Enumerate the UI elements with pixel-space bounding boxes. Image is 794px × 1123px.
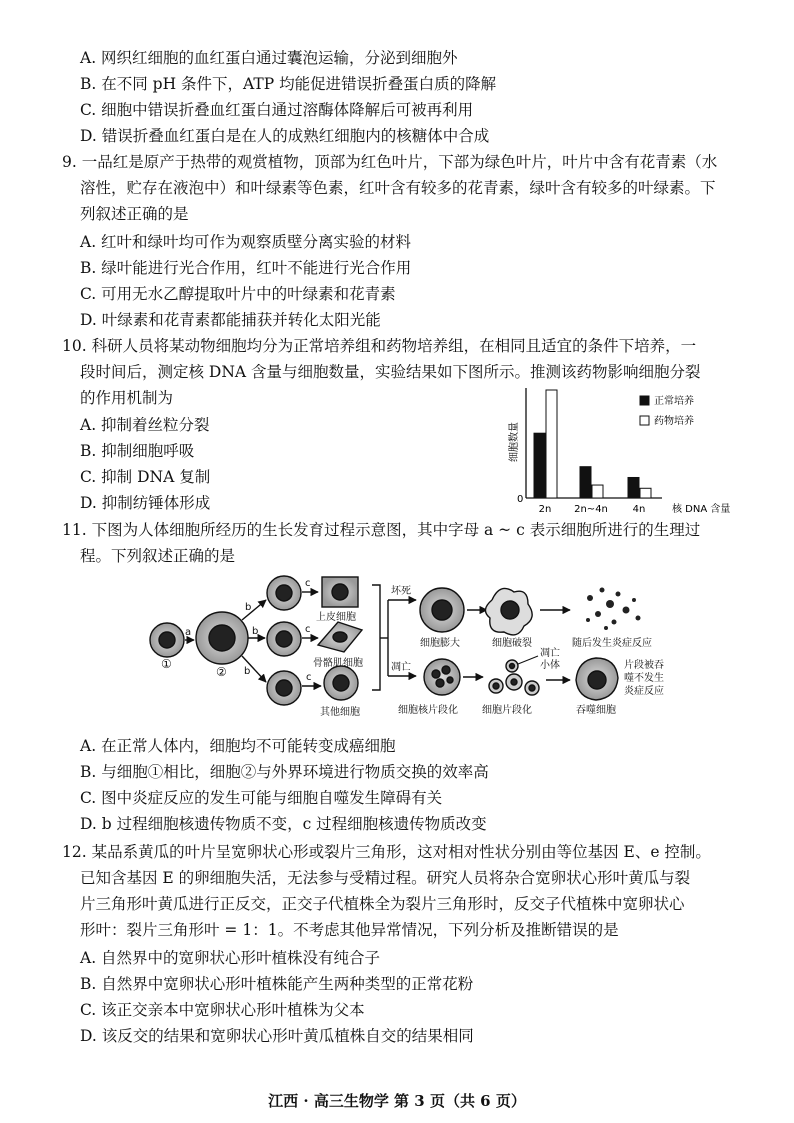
other-cell-label: 其他细胞 [320, 707, 360, 718]
cell-2-label: ② [216, 665, 227, 679]
bar-normal-2 [580, 467, 591, 498]
skeletal-muscle-cell-icon [318, 622, 362, 652]
q12-stem-line1: 12. 某品系黄瓜的叶片呈宽卵状心形或裂片三角形，这对相对性状分别由等位基因 E、e 控制。 [62, 843, 711, 861]
q8-option-b: B. 在不同 pH 条件下，ATP 均能促进错误折叠蛋白质的降解 [80, 75, 497, 93]
small-cell-bottom-icon [267, 671, 301, 705]
phagocyte-icon [576, 658, 618, 700]
q10-option-b: B. 抑制细胞呼吸 [80, 442, 195, 460]
epithelial-cell-label: 上皮细胞 [316, 612, 356, 623]
q10-option-a: A. 抑制着丝粒分裂 [80, 416, 210, 434]
q9-stem-line3: 列叙述正确的是 [80, 205, 189, 223]
x-tick-label-1: 2n [538, 504, 552, 515]
bar-drug-2 [592, 485, 603, 498]
q10-option-c: C. 抑制 DNA 复制 [80, 468, 211, 486]
cell-fragmentation-label: 细胞片段化 [482, 705, 532, 716]
inflammation-label: 随后发生炎症反应 [572, 638, 652, 649]
ruptured-cell-icon [485, 588, 532, 634]
q10-stem-line3: 的作用机制为 [80, 389, 174, 407]
no-inflammation-note-2: 噬不发生 [624, 673, 664, 684]
nuclear-fragmentation-cell-icon [424, 659, 460, 695]
apoptotic-body-label-1: 凋亡 [540, 648, 560, 659]
x-axis-label: 核 DNA 含量 [672, 504, 731, 515]
legend-label-1: 正常培养 [654, 396, 694, 407]
q9-option-d: D. 叶绿素和花青素都能捕获并转化太阳光能 [80, 311, 381, 329]
q9-option-a: A. 红叶和绿叶均可作为观察质壁分离实验的材料 [80, 233, 412, 251]
q12-option-a: A. 自然界中的宽卵状心形叶植株没有纯合子 [80, 949, 381, 967]
q12-stem-line2: 已知含基因 E 的卵细胞失活，无法参与受精过程。研究人员将杂合宽卵状心形叶黄瓜与裂 [80, 869, 691, 887]
debris-icon [586, 588, 641, 631]
apoptotic-body-label-2: 小体 [540, 660, 560, 671]
q12-option-b: B. 自然界中宽卵状心形叶植株能产生两种类型的正常花粉 [80, 975, 474, 993]
arrow-b-label-top: b [245, 602, 252, 613]
q9-option-b: B. 绿叶能进行光合作用，红叶不能进行光合作用 [80, 259, 412, 277]
no-inflammation-note-1: 片段被吞 [624, 660, 664, 671]
cell-development-diagram [140, 570, 740, 730]
cell-1-icon [150, 623, 184, 657]
swollen-cell-icon [420, 588, 464, 632]
apoptosis-label: 凋亡 [391, 662, 411, 673]
q11-stem-line2: 程。下列叙述正确的是 [80, 547, 236, 565]
no-inflammation-note-3: 炎症反应 [624, 686, 664, 697]
q11-stem-line1: 11. 下图为人体细胞所经历的生长发育过程示意图，其中字母 a ~ c 表示细胞所进行的生理过 [62, 521, 701, 539]
bar-normal-1 [534, 433, 545, 498]
apoptotic-bodies-icon [489, 656, 539, 695]
small-cell-top-icon [267, 576, 301, 610]
legend-label-2: 药物培养 [654, 416, 694, 427]
bar-normal-3 [628, 477, 639, 498]
q8-option-a: A. 网织红细胞的血红蛋白通过囊泡运输，分泌到细胞外 [80, 49, 458, 67]
q12-option-d: D. 该反交的结果和宽卵状心形叶黄瓜植株自交的结果相同 [80, 1027, 474, 1045]
origin-label: 0 [517, 494, 524, 505]
q9-option-c: C. 可用无水乙醇提取叶片中的叶绿素和花青素 [80, 285, 396, 303]
bar-drug-1 [546, 390, 557, 498]
q11-option-a: A. 在正常人体内，细胞均不可能转变成癌细胞 [80, 737, 396, 755]
q10-option-d: D. 抑制纺锤体形成 [80, 494, 211, 512]
arrow-b-label-bottom: b [244, 666, 251, 677]
bar-drug-3 [640, 488, 651, 498]
q11-option-c: C. 图中炎症反应的发生可能与细胞自噬发生障碍有关 [80, 789, 443, 807]
necrosis-label: 坏死 [391, 586, 411, 597]
q9-stem-line2: 溶性，贮存在液泡中）和叶绿素等色素，红叶含有较多的花青素，绿叶含有较多的叶绿素。下 [80, 179, 716, 197]
epithelial-cell-icon [322, 577, 358, 607]
arrow-c-label-middle: c [305, 624, 311, 635]
other-cell-icon [324, 666, 358, 700]
q12-stem-line4: 形叶：裂片三角形叶 = 1：1。不考虑其他异常情况，下列分析及推断错误的是 [80, 921, 619, 939]
arrow-b-label-middle: b [252, 626, 259, 637]
phagocyte-label: 吞噬细胞 [576, 705, 616, 716]
q11-option-d: D. b 过程细胞核遗传物质不变，c 过程细胞核遗传物质改变 [80, 815, 487, 833]
q9-stem-line1: 9. 一品红是原产于热带的观赏植物，顶部为红色叶片，下部为绿色叶片，叶片中含有花青素（水 [62, 153, 718, 171]
small-cell-middle-icon [267, 622, 301, 656]
x-tick-label-2: 2n~4n [574, 504, 608, 515]
arrow-c-label-bottom: c [306, 672, 312, 683]
skeletal-muscle-cell-label: 骨骼肌细胞 [313, 658, 363, 669]
q10-stem-line1: 10. 科研人员将某动物细胞均分为正常培养组和药物培养组，在相同且适宜的条件下培养，一 [62, 337, 697, 355]
q8-option-c: C. 细胞中错误折叠血红蛋白通过溶酶体降解后可被再利用 [80, 101, 474, 119]
arrow-c-label-top: c [305, 578, 311, 589]
q8-option-d: D. 错误折叠血红蛋白是在人的成熟红细胞内的核糖体中合成 [80, 127, 490, 145]
dna-content-bar-chart [490, 384, 750, 520]
arrow-a-label: a [185, 627, 192, 638]
q11-option-b: B. 与细胞①相比，细胞②与外界环境进行物质交换的效率高 [80, 763, 489, 781]
x-tick-label-3: 4n [632, 504, 646, 515]
q12-stem-line3: 片三角形叶黄瓜进行正反交，正交子代植株全为裂片三角形时，反交子代植株中宽卵状心 [80, 895, 685, 913]
cell-2-icon [196, 612, 248, 664]
legend-swatch-1 [640, 396, 649, 405]
y-axis-label: 细胞数量 [509, 422, 520, 462]
q10-stem-line2: 段时间后，测定核 DNA 含量与细胞数量，实验结果如下图所示。推测该药物影响细胞分裂 [80, 363, 701, 381]
cell-swelling-label: 细胞膨大 [420, 638, 460, 649]
page-footer: 江西 · 高三生物学 第 3 页（共 6 页） [268, 1092, 526, 1110]
q12-option-c: C. 该正交亲本中宽卵状心形叶植株为父本 [80, 1001, 365, 1019]
nuclear-fragmentation-label: 细胞核片段化 [398, 705, 458, 716]
cell-rupture-label: 细胞破裂 [492, 638, 532, 649]
legend-swatch-2 [640, 416, 649, 425]
cell-1-label: ① [161, 657, 172, 671]
